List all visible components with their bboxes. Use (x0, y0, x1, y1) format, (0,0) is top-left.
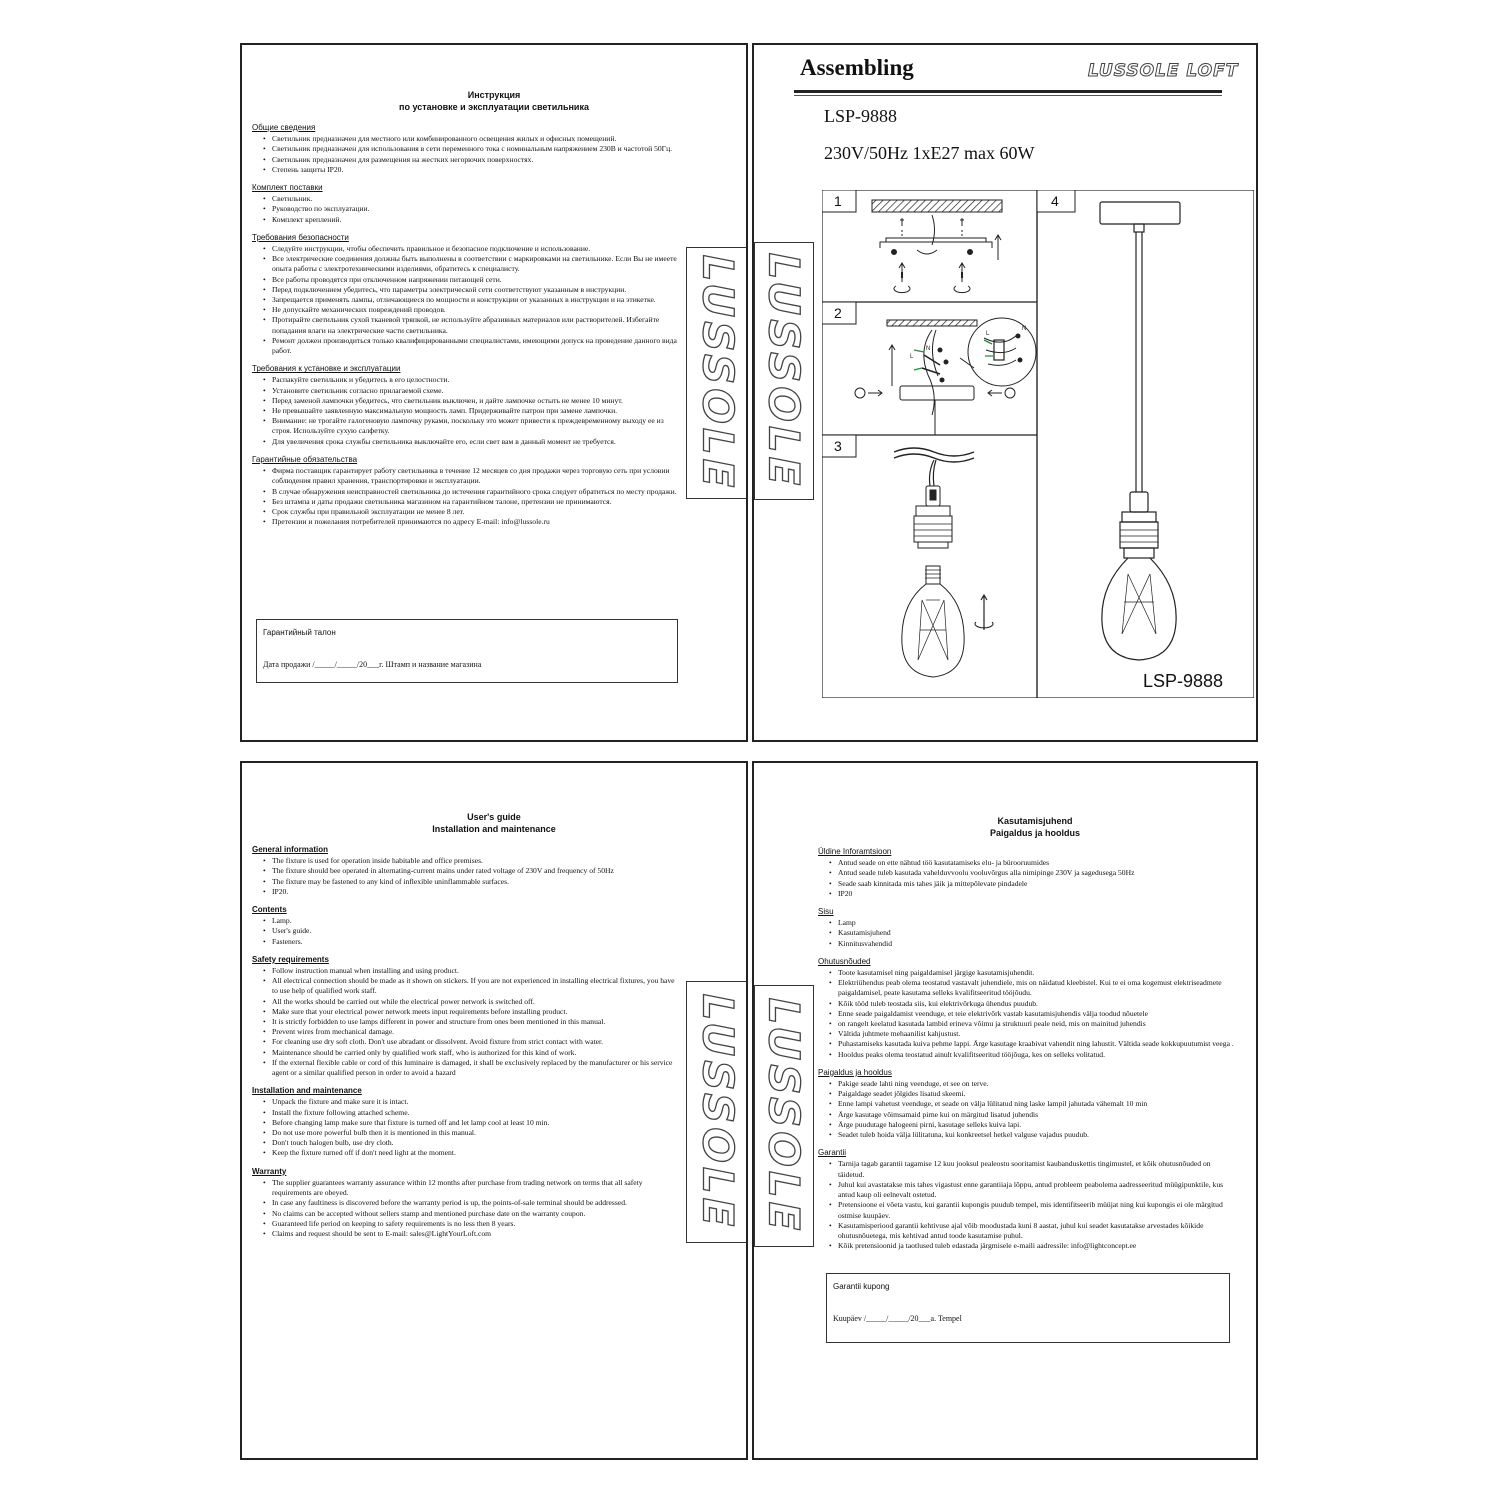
list-item: • Juhul kui avastatakse mis tahes vigastust enne garantiiaja lõppu, antud probleem peabolema aadresseeritud müügipunktile, kus antud kaup oli eelnevalt ostetud. (838, 1180, 1238, 1200)
side-logo-text: LUSSOLE (693, 993, 743, 1231)
list-item: • Vältida juhtmete mehaanilist kahjustust. (838, 1029, 1238, 1039)
list-item: • Запрещается применять лампы, отличающиеся по мощности и конструкции от указанных в инструкции и на этикетке. (272, 295, 680, 305)
list-item: • Для увеличения срока службы светильника выключайте его, если свет вам в данный момент не требуется. (272, 437, 680, 447)
list-item: • Распакуйте светильник и убедитесь в его целостности. (272, 375, 680, 385)
list-item: • Не превышайте заявленную максимальную мощность ламп. Придерживайте патрон при замене лампочки. (272, 406, 680, 416)
list-item: • Руководство по эксплуатации. (272, 204, 680, 214)
list-item: • Ремонт должен производиться только квалифицированными специалистами, имеющими допуск на проведение данного вида работ. (272, 336, 680, 356)
list-item: • Enne seade paigaldamist veenduge, et teie elektrivõrk vastab kasutamisjuhendis välja toodud nõuetele (838, 1009, 1238, 1019)
step-4-panel (1037, 190, 1254, 698)
list-item: • Перед заменой лампочки убедитесь, что светильник выключен, и дайте лампочке остыть не менее 10 минут. (272, 396, 680, 406)
step-2-number: 2 (834, 305, 842, 321)
list-item: • Pretensioone ei võeta vastu, kui garantii kupongis puudub tempel, mis identifitseerib müüjat ning kui kupongis ei ole märgitud ostmise kuupäev. (838, 1200, 1238, 1220)
list-item: • Kinnitusvahendid (838, 939, 1238, 949)
section-list (252, 134, 680, 175)
section (252, 233, 680, 356)
list-item: • Fasteners. (272, 937, 680, 947)
section (818, 1068, 1238, 1140)
section-list (818, 1079, 1238, 1140)
side-logo-right (754, 242, 814, 500)
et-title-line2: Paigaldus ja hooldus (989, 828, 1080, 838)
list-item: • Светильник предназначен для использования в сети переменного тока с номинальным напряжением 230В и частотой 50Гц. (272, 144, 680, 154)
list-item: • Внимание: не трогайте галогеновую лампочку руками, поскольку это может привести к преждевременному выходу ее из строя. Используйте сухую салфетку. (272, 416, 680, 436)
section (818, 957, 1238, 1060)
en-title-line2: Installation and maintenance (432, 824, 556, 834)
section-list (252, 194, 680, 225)
section-list (818, 968, 1238, 1060)
et-title (814, 815, 1256, 839)
list-item: • Keep the fixture turned off if don't need light at the moment. (272, 1148, 680, 1158)
diagram-model-caption: LSP-9888 (1143, 671, 1224, 691)
list-item: • В случае обнаружения неисправностей светильника до истечения гарантийного срока следует обратиться по месту продажи. (272, 487, 680, 497)
et-title-line1: Kasutamisjuhend (997, 816, 1073, 826)
list-item: • Before changing lamp make sure that fixture is turned off and let lamp cool at least 10 min. (272, 1118, 680, 1128)
list-item: • Elektriühendus peab olema teostatud vastavalt juhendiele, mis on näidatud kleebistel. Kui te ei oma kogemust elektriseadmete paigaldamisel, peate kasutama selleks kvalifitseeritud tööjõudu. (838, 978, 1238, 998)
side-logo-text: LUSSOLE (759, 252, 809, 490)
list-item: • Do not use more powerful bulb then it is mentioned in this manual. (272, 1128, 680, 1138)
wire-label-n-1: N (926, 346, 931, 352)
list-item: • The fixture is used for operation inside habitable and office premises. (272, 856, 680, 866)
list-item: • IP20. (272, 887, 680, 897)
list-item: • Lamp (838, 918, 1238, 928)
step-4-assembled-pendant (1100, 202, 1180, 660)
section-list (252, 466, 680, 527)
section-heading: Комплект поставки (252, 183, 323, 193)
ru-coupon-line: Дата продажи /_____/_____/20___г. Штамп и название магазина (263, 660, 482, 669)
section (252, 455, 680, 527)
list-item: • Kõik pretensioonid ja taotlused tuleb edastada järgmisele e-maili aadressile: info@lightconcept.ee (838, 1241, 1238, 1251)
list-item: • Не допускайте механических повреждений проводов. (272, 305, 680, 315)
section (252, 905, 680, 947)
list-item: • Без штампа и даты продажи светильника магазином на гарантийном талоне, претензии не принимаются. (272, 497, 680, 507)
list-item: • The supplier guarantees warranty assurance within 12 months after purchase from trading network on terms that all safety requirements are obeyed. (272, 1178, 680, 1198)
list-item: • Seadet tuleb hoida välja lülitatuna, kui konkreetsel hetkel valguse vajadus puudub. (838, 1130, 1238, 1140)
list-item: • Срок службы при правильной эксплуатации не менее 8 лет. (272, 507, 680, 517)
ru-warranty-coupon (256, 619, 678, 683)
step-3-bulb-install (894, 448, 993, 677)
page-estonian-guide (752, 761, 1258, 1460)
list-item: • Степень защиты IP20. (272, 165, 680, 175)
en-sections (252, 845, 680, 1247)
page-users-guide (240, 761, 748, 1460)
list-item: • The fixture may be fastened to any kind of inflexible uninflammable surfaces. (272, 877, 680, 887)
list-item: • Guaranteed life period on keeping to safety requirements is no less then 8 years. (272, 1219, 680, 1229)
model-number: LSP-9888 (824, 106, 898, 126)
section-heading: Sisu (818, 907, 834, 917)
list-item: • Светильник. (272, 194, 680, 204)
assembling-title: Assembling (800, 55, 914, 80)
section-heading: General information (252, 845, 329, 854)
list-item: • Install the fixture following attached scheme. (272, 1108, 680, 1118)
et-sections (818, 847, 1238, 1259)
list-item: • IP20 (838, 889, 1238, 899)
list-item: • Toote kasutamisel ning paigaldamisel järgige kasutamisjuhendit. (838, 968, 1238, 978)
list-item: • Установите светильник согласно прилагаемой схеме. (272, 386, 680, 396)
step-3-number: 3 (834, 438, 842, 454)
section-heading: Ohutusnõuded (818, 956, 871, 966)
wire-label-n-2: N (1022, 326, 1027, 332)
en-title (242, 811, 746, 835)
list-item: • Antud seade tuleb kasutada vahelduvvoolu vooluvõrgus alla nimipinge 230V ja sagedusega 50Hz (838, 868, 1238, 878)
list-item: • Tarnija tagab garantii tagamise 12 kuu jooksul pealeostu sooritamist kaubanduskettis tingimustel, et kõik ohutusnõuded on täidetud. (838, 1159, 1238, 1179)
section (818, 847, 1238, 899)
section (252, 955, 680, 1078)
wire-label-l-1: L (910, 354, 914, 360)
list-item: • No claims can be accepted without sellers stamp and mentioned purchase date on the warranty coupon. (272, 1209, 680, 1219)
section-list (818, 918, 1238, 949)
section-heading: Contents (252, 905, 287, 915)
list-item: • Претензии и пожелания потребителей принимаются по адресу E-mail: info@lussole.ru (272, 517, 680, 527)
section (818, 1148, 1238, 1251)
list-item: • For cleaning use dry soft cloth. Don't use abradant or dissolvent. Avoid fixture from strict contact with water. (272, 1037, 680, 1047)
section-list (252, 244, 680, 356)
list-item: • Перед подключением убедитесь, что параметры электрической сети соответствуют указанным в инструкции. (272, 285, 680, 295)
list-item: • Pakige seade lahti ning veenduge, et see on terve. (838, 1079, 1238, 1089)
list-item: • Prevent wires from mechanical damage. (272, 1027, 680, 1037)
wire-label-l-2: L (986, 331, 990, 337)
header-rule-thin (794, 95, 1222, 96)
list-item: • In case any faultiness is discovered before the warranty period is up, the points-of-sale terminal should be addressed. (272, 1198, 680, 1208)
section-list (252, 375, 680, 446)
list-item: • on rangelt keelatud kasutada lambid erineva võimu ja struktuuri peale neid, mis on mainitud juhendis (838, 1019, 1238, 1029)
electrical-spec: 230V/50Hz 1xE27 max 60W (824, 143, 1035, 163)
section-list (818, 858, 1238, 899)
section (252, 183, 680, 225)
list-item: • Antud seade on ette nähtud töö kasutatamiseks elu- ja bürooruumides (838, 858, 1238, 868)
section-list (252, 1097, 680, 1158)
ru-coupon-title: Гарантийный талон (263, 628, 336, 637)
page-russian-instructions (240, 43, 748, 742)
assembly-diagram (822, 190, 1254, 698)
list-item: • Follow instruction manual when installing and using product. (272, 966, 680, 976)
section (818, 907, 1238, 949)
list-item: • Протирайте светильник сухой тканевой тряпкой, не используйте абразивных материалов или растворителей. Избегайте попадания влаги на электрические части светильника. (272, 315, 680, 335)
section-heading: Installation and maintenance (252, 1086, 362, 1096)
list-item: • Enne lampi vahetust veenduge, et seade on välja lülitatud ning laske lampil jahutada vähemalt 10 min (838, 1099, 1238, 1109)
list-item: • Все электрические соединения должны быть выполнены в соответствии с маркировками на светильнике. Если Вы не имеете опыта работы с электротехническими изделиями, обратитесь к специалисту. (272, 254, 680, 274)
ru-title (242, 89, 746, 113)
list-item: • User's guide. (272, 926, 680, 936)
section-heading: Общие сведения (252, 123, 316, 132)
section-heading: Warranty (252, 1166, 287, 1176)
et-warranty-coupon (826, 1273, 1230, 1343)
list-item: • Unpack the fixture and make sure it is intact. (272, 1097, 680, 1107)
list-item: • Ärge kasutage võimsamaid pirne kui on märgitud lisatud juhendis (838, 1110, 1238, 1120)
step-1-mounting-bracket (872, 200, 1002, 293)
section-heading: Гарантийные обязательства (252, 454, 358, 464)
page-assembling (752, 43, 1258, 742)
side-logo-text: LUSSOLE (693, 254, 743, 492)
list-item: • Claims and request should be sent to E-mail: sales@LightYourLoft.com (272, 1229, 680, 1239)
side-logo-right-bottom (754, 985, 814, 1247)
list-item: • Все работы проводятся при отключенном напряжении питающей сети. (272, 275, 680, 285)
list-item: • The fixture should bee operated in alternating-current mains under rated voltage of 230V and frequency of 50Hz (272, 866, 680, 876)
section (252, 1167, 680, 1239)
list-item: • It is strictly forbidden to use lamps different in power and structure from ones been mentioned in this manual. (272, 1017, 680, 1027)
section-heading: Paigaldus ja hooldus (818, 1067, 892, 1077)
ru-sections (252, 123, 680, 535)
section-heading: Требования безопасности (252, 232, 349, 242)
list-item: • Фирма поставщик гарантирует работу светильника в течение 12 месяцев со дня продажи через торговую сеть при условии соблюдения правил хранения, транспортировки и эксплуатации. (272, 466, 680, 486)
list-item: • Светильник предназначен для размещения на жестких негорючих поверхностях. (272, 155, 680, 165)
section-list (252, 916, 680, 947)
list-item: • Ärge puudutage halogeeni pirni, kasutage selleks kuiva lapi. (838, 1120, 1238, 1130)
list-item: • Следуйте инструкции, чтобы обеспечить правильное и безопасное подключение и использование. (272, 244, 680, 254)
et-coupon-title: Garantii kupong (833, 1282, 890, 1291)
list-item: • Kasutamisjuhend (838, 928, 1238, 938)
section-list (818, 1159, 1238, 1251)
step-4-number: 4 (1051, 193, 1059, 209)
section-list (252, 1178, 680, 1239)
list-item: • Kasutamisperiood garantii kehtivuse ajal võib moodustada kuni 8 aastat, juhul kui seadet kasutatakse arvestades kõikide ohutusnõuetega, mis kehtivad antud toode kasutamise puhul. (838, 1221, 1238, 1241)
list-item: • Don't touch halogen bulb, use dry cloth. (272, 1138, 680, 1148)
section-list (252, 966, 680, 1078)
lussole-loft-logo: LUSSOLE LOFT (1088, 61, 1239, 81)
et-coupon-line: Kuupäev /_____/_____/20___a. Tempel (833, 1314, 962, 1323)
en-title-line1: User's guide (467, 812, 521, 822)
ru-title-line1: Инструкция (467, 90, 521, 100)
side-logo-left-bottom (686, 981, 748, 1243)
list-item: • Lamp. (272, 916, 680, 926)
side-logo-left (686, 247, 748, 499)
step-1-number: 1 (834, 193, 842, 209)
header-rule (794, 90, 1222, 93)
list-item: • Hooldus peaks olema teostatud ainult kvalifitseeritud tööjõuga, kes on selleks volitatud. (838, 1050, 1238, 1060)
list-item: • Светильник предназначен для местного или комбинированного освещения жилых и офисных помещений. (272, 134, 680, 144)
list-item: • Комплект креплений. (272, 215, 680, 225)
section (252, 1086, 680, 1158)
section (252, 123, 680, 175)
list-item: • All electrical connection should be made as it shown on stickers. If you are not experienced in installing electrical fixtures, you have to use help of qualified work staff. (272, 976, 680, 996)
section-heading: Garantii (818, 1148, 847, 1158)
list-item: • All the works should be carried out while the electrical power network is switched off. (272, 997, 680, 1007)
side-logo-text: LUSSOLE (759, 997, 809, 1235)
list-item: • Make sure that your electrical power network meets input requirements before installing product. (272, 1007, 680, 1017)
step-2-wiring (855, 318, 1036, 435)
section-heading: Üldine Inforamtsioon (818, 847, 892, 856)
list-item: • Seade saab kinnitada mis tahes jäik ja mittepõlevate pindadele (838, 879, 1238, 889)
ru-title-line2: по установке и эксплуатации светильника (399, 102, 589, 112)
section-heading: Требования к установке и эксплуатации (252, 364, 401, 374)
list-item: • Kõik tööd tuleb teostada siis, kui elektrivõrkuga ühendus puudub. (838, 999, 1238, 1009)
section (252, 364, 680, 447)
list-item: • If the external flexible cable or cord of this luminaire is damaged, it shall be exclusively replaced by the manufacturer or his service agent or a similar qualified person in order to avoid a hazard (272, 1058, 680, 1078)
list-item: • Puhastamiseks kasutada kuiva pehme lappi. Ärge kasutage kraabivat vahendit ning lahustit. Vältida seade kokkupuutumist veega . (838, 1039, 1238, 1049)
section-heading: Safety requirements (252, 954, 329, 964)
list-item: • Paigaldage seadet jõlgides lisatud skeemi. (838, 1089, 1238, 1099)
section-list (252, 856, 680, 897)
list-item: • Maintenance should be carried only by qualified work staff, who is authorized for this kind of work. (272, 1048, 680, 1058)
section (252, 845, 680, 897)
